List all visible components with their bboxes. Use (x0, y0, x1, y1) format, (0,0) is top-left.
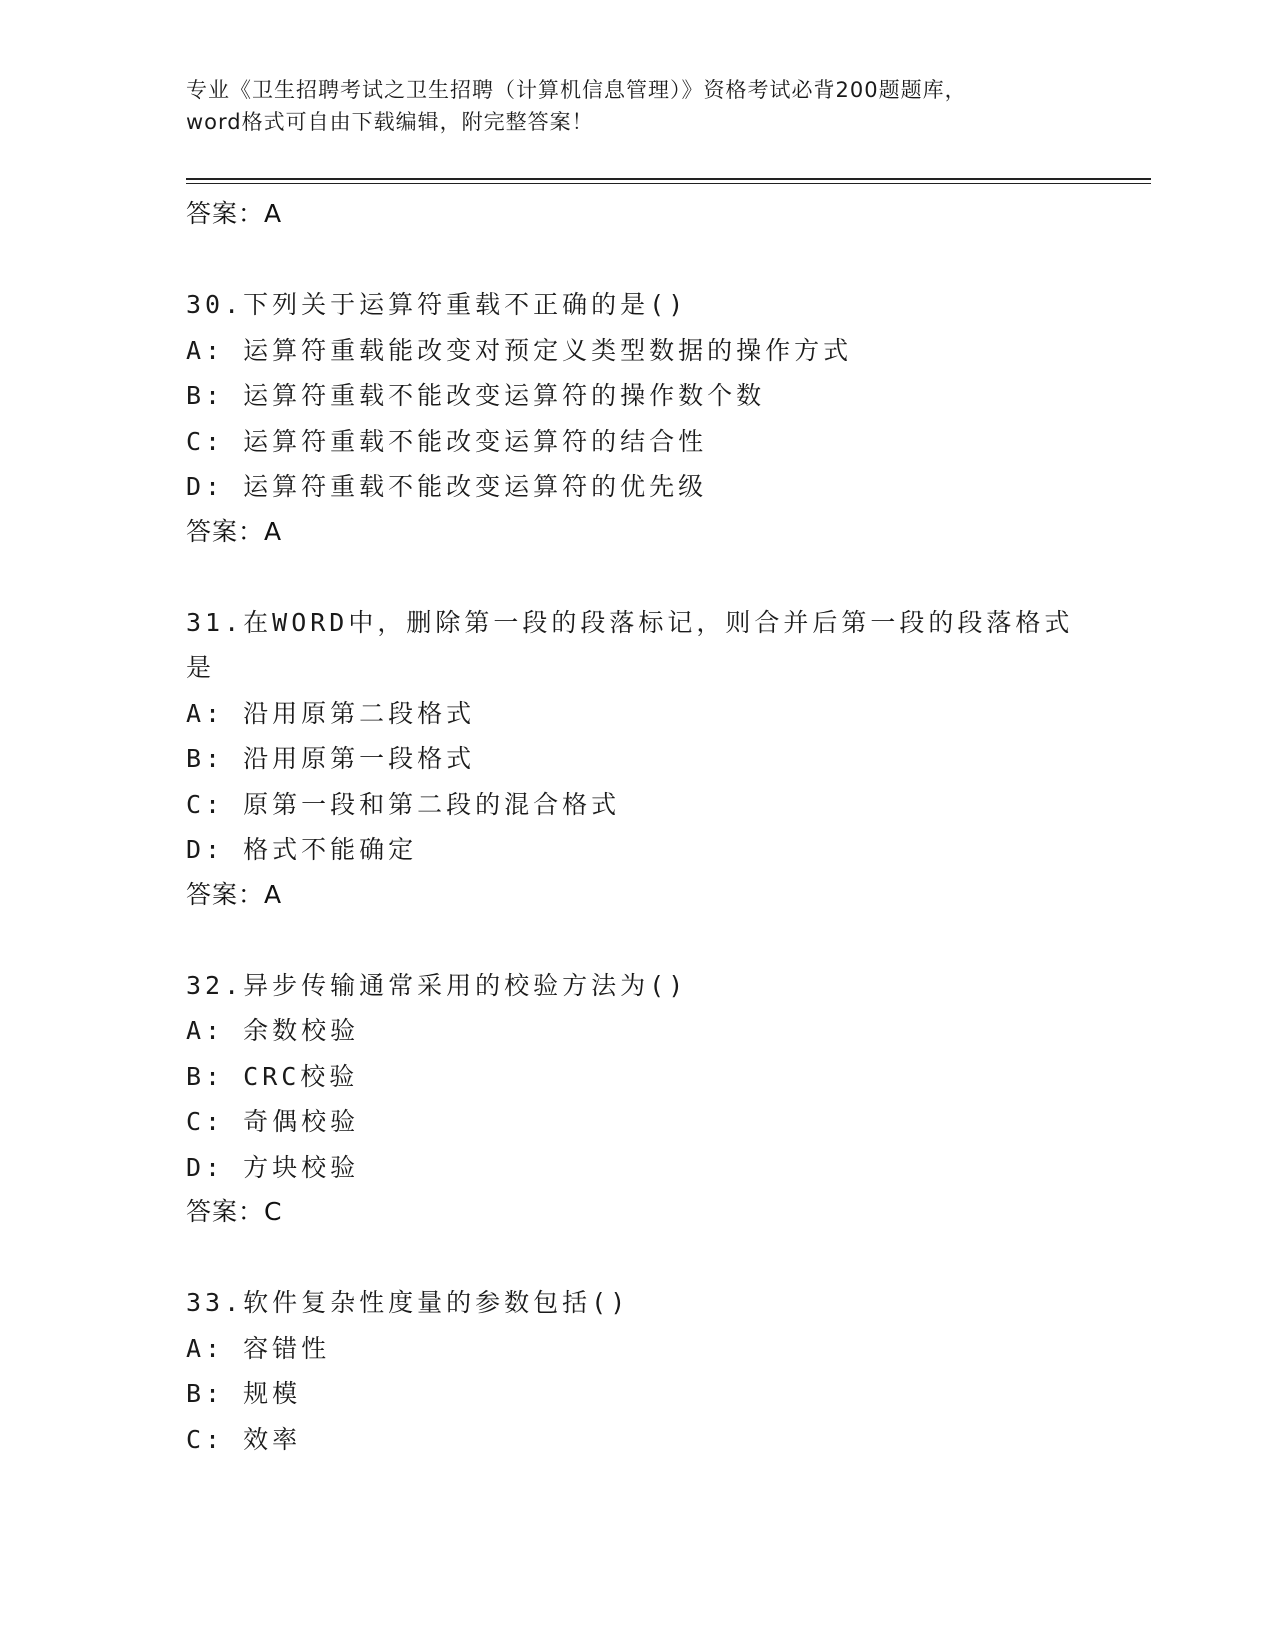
answer: 答案：A (186, 516, 283, 546)
option-d: D: 格式不能确定 (186, 835, 418, 864)
option-b: B: 运算符重载不能改变运算符的操作数个数 (186, 381, 766, 410)
option-c: C: 奇偶校验 (186, 1107, 360, 1136)
answer-previous: 答案：A (186, 199, 283, 228)
option-c: C: 效率 (186, 1424, 302, 1454)
header-rule-thick (186, 178, 1151, 180)
question-33 (186, 1280, 1086, 1462)
answer: 答案：A (186, 879, 283, 909)
answer: 答案：C (186, 1197, 283, 1226)
option-a: A: 余数校验 (186, 1016, 360, 1045)
header-line-2: word格式可自由下载编辑，附完整答案！ (186, 110, 594, 134)
option-b: B: CRC校验 (186, 1061, 359, 1091)
option-b: B: 沿用原第一段格式 (186, 744, 476, 773)
option-c: C: 原第一段和第二段的混合格式 (186, 789, 621, 819)
header-rule-thin (186, 183, 1151, 184)
option-a: A: 沿用原第二段格式 (186, 698, 476, 728)
question-title-line-2: 是 (186, 653, 216, 682)
question-title: 33.软件复杂性度量的参数包括() (186, 1288, 630, 1317)
question-title: 30.下列关于运算符重载不正确的是() (186, 290, 688, 319)
question-title-line-1: 31.在WORD中，删除第一段的段落标记，则合并后第一段的段落格式 (186, 607, 1074, 637)
question-30 (186, 282, 1086, 554)
option-d: D: 运算符重载不能改变运算符的优先级 (186, 472, 708, 501)
option-c: C: 运算符重载不能改变运算符的结合性 (186, 426, 708, 456)
option-a: A: 容错性 (186, 1333, 331, 1363)
question-32 (186, 963, 1086, 1235)
document-header (186, 74, 1086, 138)
header-line-1: 专业《卫生招聘考试之卫生招聘（计算机信息管理）》资格考试必背200题题库， (186, 78, 967, 102)
question-list (186, 192, 1086, 1462)
option-b: B: 规模 (186, 1379, 302, 1408)
question-title: 32.异步传输通常采用的校验方法为() (186, 970, 688, 1000)
option-a: A: 运算符重载能改变对预定义类型数据的操作方式 (186, 335, 853, 365)
option-d: D: 方块校验 (186, 1152, 360, 1182)
question-31 (186, 600, 1086, 917)
